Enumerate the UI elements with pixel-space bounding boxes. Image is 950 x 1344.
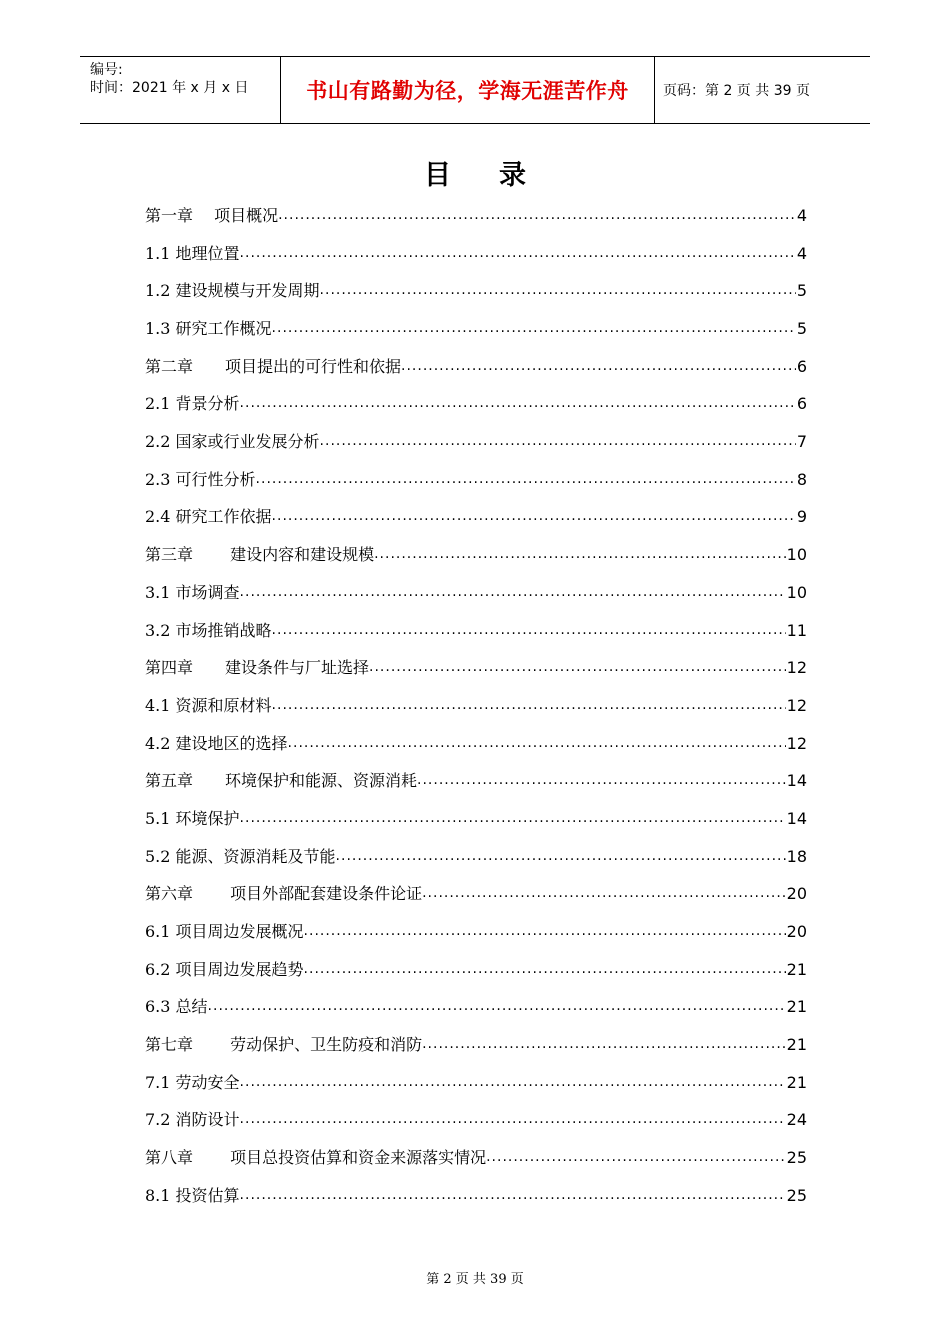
- toc-entry-label: 3.2 市场推销战略: [145, 620, 272, 640]
- toc-leader-dots: [208, 988, 786, 1026]
- toc-entry-label: 第四章 建设条件与厂址选择: [145, 658, 370, 678]
- toc-leader-dots: [336, 838, 786, 876]
- toc-entry-page: 14: [786, 771, 807, 791]
- toc-leader-dots: [272, 612, 786, 650]
- toc-entry[interactable]: [145, 1026, 807, 1064]
- toc-leader-dots: [304, 913, 786, 951]
- page-header: [80, 56, 870, 124]
- toc-entry[interactable]: [145, 612, 807, 650]
- toc-leader-dots: [369, 649, 786, 687]
- toc-entry[interactable]: [145, 1064, 807, 1102]
- toc-entry-label: 第七章 劳动保护、卫生防疫和消防: [145, 1035, 423, 1055]
- toc-entry-label: 7.1 劳动安全: [145, 1072, 240, 1092]
- toc-leader-dots: [240, 1177, 786, 1215]
- toc-leader-dots: [278, 197, 796, 235]
- toc-entry[interactable]: [145, 235, 807, 273]
- page-footer: 第 2 页 共 39 页: [426, 1272, 524, 1287]
- toc-leader-dots: [374, 536, 786, 574]
- toc-leader-dots: [422, 1026, 786, 1064]
- toc-entry-label: 8.1 投资估算: [145, 1185, 240, 1205]
- toc-leader-dots: [272, 687, 786, 725]
- toc-leader-dots: [401, 348, 796, 386]
- toc-entry-page: 12: [786, 733, 807, 753]
- toc-leader-dots: [240, 574, 786, 612]
- toc-entry[interactable]: [145, 1102, 807, 1140]
- toc-entry-page: 21: [786, 1035, 807, 1055]
- toc-entry-page: 4: [796, 243, 807, 263]
- toc-entry-page: 10: [786, 582, 807, 602]
- toc-entry-label: 2.4 研究工作依据: [145, 507, 272, 527]
- toc-entry-page: 25: [786, 1185, 807, 1205]
- toc-entry[interactable]: [145, 536, 807, 574]
- toc-entry[interactable]: [145, 423, 807, 461]
- toc-entry-label: 5.2 能源、资源消耗及节能: [145, 846, 336, 866]
- toc-entry-page: 12: [786, 695, 807, 715]
- toc-entry-page: 6: [796, 394, 807, 414]
- toc-leader-dots: [486, 1139, 786, 1177]
- table-of-contents: [145, 197, 807, 1215]
- toc-leader-dots: [272, 310, 796, 348]
- toc-entry-page: 20: [786, 922, 807, 942]
- toc-entry-page: 21: [786, 1072, 807, 1092]
- title-char-2: 录: [499, 160, 526, 191]
- toc-entry-page: 8: [796, 469, 807, 489]
- toc-leader-dots: [240, 235, 796, 273]
- toc-entry-page: 21: [786, 959, 807, 979]
- toc-entry-page: 5: [796, 319, 807, 339]
- toc-entry-label: 2.3 可行性分析: [145, 469, 256, 489]
- toc-entry[interactable]: [145, 499, 807, 537]
- toc-entry-page: 24: [786, 1110, 807, 1130]
- toc-entry-label: 第八章 项目总投资估算和资金来源落实情况: [145, 1148, 487, 1168]
- serial-number-label: 编号:: [90, 62, 123, 78]
- toc-entry[interactable]: [145, 913, 807, 951]
- toc-entry-label: 3.1 市场调查: [145, 582, 240, 602]
- toc-entry-page: 4: [796, 205, 807, 225]
- toc-entry-label: 4.1 资源和原材料: [145, 695, 272, 715]
- toc-entry-label: 第三章 建设内容和建设规模: [145, 545, 375, 565]
- toc-entry-label: 1.2 建设规模与开发周期: [145, 281, 320, 301]
- toc-leader-dots: [240, 1101, 786, 1139]
- toc-entry[interactable]: [145, 649, 807, 687]
- toc-entry-page: 10: [786, 545, 807, 565]
- toc-leader-dots: [288, 725, 786, 763]
- title-char-1: 目: [424, 160, 451, 191]
- toc-leader-dots: [422, 875, 786, 913]
- toc-leader-dots: [240, 1064, 786, 1102]
- toc-leader-dots: [240, 385, 796, 423]
- header-page-info: 页码：第 2 页 共 39 页: [663, 83, 810, 99]
- toc-entry[interactable]: [145, 461, 807, 499]
- toc-entry[interactable]: [145, 310, 807, 348]
- toc-leader-dots: [320, 272, 796, 310]
- header-meta: [80, 57, 281, 123]
- toc-entry-label: 2.2 国家或行业发展分析: [145, 432, 320, 452]
- toc-entry[interactable]: [145, 385, 807, 423]
- toc-entry-page: 9: [796, 507, 807, 527]
- toc-entry-page: 5: [796, 281, 807, 301]
- header-motto: 书山有路勤为径，学海无涯苦作舟: [281, 57, 655, 123]
- toc-entry-page: 7: [796, 432, 807, 452]
- toc-leader-dots: [272, 498, 796, 536]
- toc-entry-label: 第六章 项目外部配套建设条件论证: [145, 884, 423, 904]
- toc-entry-page: 11: [786, 620, 807, 640]
- toc-entry[interactable]: [145, 197, 807, 235]
- toc-leader-dots: [304, 951, 786, 989]
- toc-leader-dots: [320, 423, 796, 461]
- toc-entry[interactable]: [145, 988, 807, 1026]
- toc-entry[interactable]: [145, 800, 807, 838]
- toc-entry-label: 1.3 研究工作概况: [145, 319, 272, 339]
- toc-entry-page: 25: [786, 1148, 807, 1168]
- toc-entry-label: 1.1 地理位置: [145, 243, 240, 263]
- toc-entry[interactable]: [145, 951, 807, 989]
- date-label: 时间：2021 年 x 月 x 日: [90, 80, 249, 96]
- toc-entry[interactable]: [145, 875, 807, 913]
- toc-entry[interactable]: [145, 574, 807, 612]
- toc-entry-label: 第五章 环境保护和能源、资源消耗: [145, 771, 418, 791]
- toc-entry-label: 第二章 项目提出的可行性和依据: [145, 356, 402, 376]
- toc-entry-label: 7.2 消防设计: [145, 1110, 240, 1130]
- toc-leader-dots: [417, 762, 786, 800]
- toc-entry-label: 6.2 项目周边发展趋势: [145, 959, 304, 979]
- toc-entry[interactable]: [145, 1139, 807, 1177]
- toc-entry[interactable]: [145, 272, 807, 310]
- toc-entry-page: 14: [786, 808, 807, 828]
- toc-entry[interactable]: [145, 762, 807, 800]
- toc-entry-label: 6.1 项目周边发展概况: [145, 922, 304, 942]
- toc-leader-dots: [240, 800, 786, 838]
- toc-entry-label: 第一章 项目概况: [145, 205, 279, 225]
- toc-entry-label: 2.1 背景分析: [145, 394, 240, 414]
- toc-entry-page: 21: [786, 997, 807, 1017]
- toc-entry[interactable]: [145, 687, 807, 725]
- toc-entry[interactable]: [145, 838, 807, 876]
- toc-entry-label: 6.3 总结: [145, 997, 208, 1017]
- toc-entry-label: 5.1 环境保护: [145, 808, 240, 828]
- page-title: [0, 153, 950, 192]
- toc-entry-page: 18: [786, 846, 807, 866]
- toc-entry-page: 20: [786, 884, 807, 904]
- toc-entry-page: 6: [796, 356, 807, 376]
- toc-leader-dots: [256, 461, 796, 499]
- toc-entry[interactable]: [145, 1177, 807, 1215]
- toc-entry-label: 4.2 建设地区的选择: [145, 733, 288, 753]
- toc-entry-page: 12: [786, 658, 807, 678]
- toc-entry[interactable]: [145, 348, 807, 386]
- toc-entry[interactable]: [145, 725, 807, 763]
